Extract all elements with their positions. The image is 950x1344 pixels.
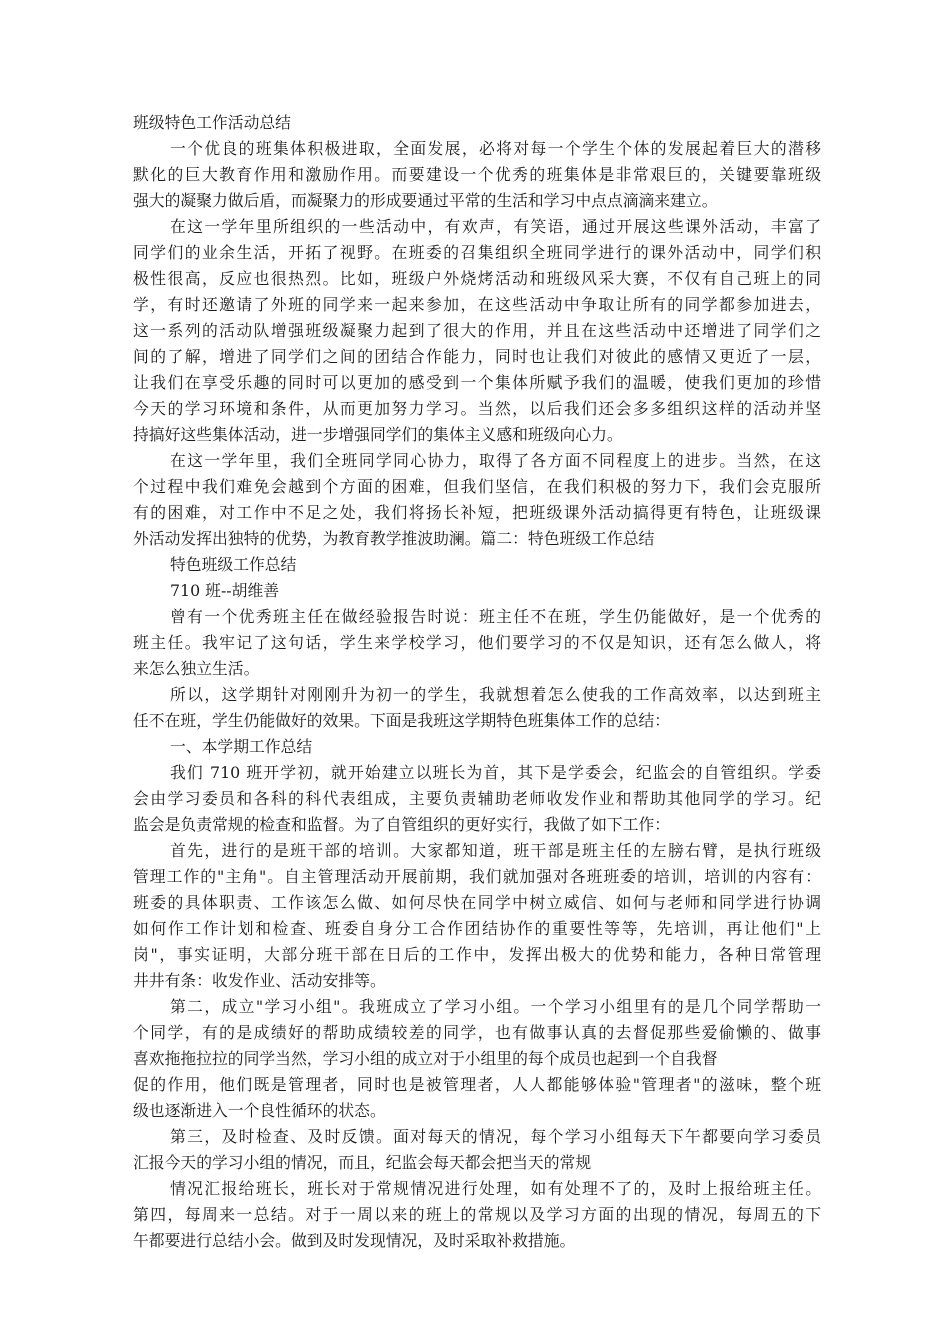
text-line: 促的作用，他们既是管理者，同时也是被管理者，人人都能够体验"管理者"的滋味，整个班: [133, 1075, 821, 1094]
text-line: 监会是负责常规的检查和监督。为了自管组织的更好实行，我做了如下工作：: [133, 815, 671, 834]
text-line: 井井有条：收发作业、活动安排等。: [133, 971, 386, 990]
text-line: 首先，进行的是班干部的培训。大家都知道，班干部是班主任的左膀右臂，是执行班级: [170, 841, 821, 860]
text-line: 午都要进行总结小会。做到及时发现情况，及时采取补救措施。: [133, 1231, 576, 1250]
text-line: 岗"，事实证明，大部分班干部在日后的工作中，发挥出极大的优势和能力，各种日常管理: [133, 945, 821, 964]
text-line: 曾有一个优秀班主任在做经验报告时说：班主任不在班，学生仍能做好，是一个优秀的: [170, 607, 821, 626]
text-line: 外活动发挥出独特的优势，为教育教学推波助澜。篇二：特色班级工作总结: [133, 529, 655, 548]
text-line: 如何作工作计划和检查、班委自身分工合作团结协作的重要性等等，先培训，再让他们"上: [133, 919, 821, 938]
text-line: 有的困难，对工作中不足之处，我们将扬长补短，把班级课外活动搞得更有特色，让班级课: [133, 503, 821, 522]
text-line: 第三，及时检查、及时反馈。面对每天的情况，每个学习小组每天下午都要向学习委员: [170, 1127, 821, 1146]
text-line: 来怎么独立生活。: [133, 659, 260, 678]
text-line: 强大的凝聚力做后盾，而凝聚力的形成要通过平常的生活和学习中点点滴滴来建立。: [133, 191, 718, 210]
text-line: 让我们在享受乐趣的同时可以更加的感受到一个集体所赋予我们的温暖，使我们更加的珍惜: [133, 373, 821, 392]
text-line: 710 班--胡维善: [170, 581, 280, 600]
text-line: 我们 710 班开学初，就开始建立以班长为首，其下是学委会，纪监会的自管组织。学委: [170, 763, 821, 782]
text-line: 默化的巨大教育作用和激励作用。而要建设一个优秀的班集体是非常艰巨的，关键要靠班级: [133, 165, 821, 184]
text-line: 个过程中我们难免会越到个方面的困难，但我们坚信，在我们积极的努力下，我们会克服所: [133, 477, 821, 496]
text-line: 这一系列的活动队增强班级凝聚力起到了很大的作用，并且在这些活动中还增进了同学们之: [133, 321, 821, 340]
text-line: 所以，这学期针对刚刚升为初一的学生，我就想着怎么使我的工作高效率，以达到班主: [170, 685, 821, 704]
text-line: 一个优良的班集体积极进取，全面发展，必将对每一个学生个体的发展起着巨大的潜移: [170, 139, 821, 158]
document-page: [133, 110, 821, 1254]
text-line: 任不在班，学生仍能做好的效果。下面是我班这学期特色班集体工作的总结：: [133, 711, 671, 730]
text-line: 管理工作的"主角"。自主管理活动开展前期，我们就加强对各班班委的培训，培训的内容有：: [133, 867, 821, 886]
text-line: 在这一学年里，我们全班同学同心协力，取得了各方面不同程度上的进步。当然，在这: [170, 451, 821, 470]
text-line: 同学们的业余生活，开拓了视野。在班委的召集组织全班同学进行的课外活动中，同学们积: [133, 243, 821, 262]
text-line: 学，有时还邀请了外班的同学来一起来参加，在这些活动中争取让所有的同学都参加进去，: [133, 295, 821, 314]
text-line: 班级特色工作活动总结: [133, 113, 291, 132]
text-line: 在这一学年里所组织的一些活动中，有欢声，有笑语，通过开展这些课外活动，丰富了: [170, 217, 821, 236]
text-line: 个同学，有的是成绩好的帮助成绩较差的同学，也有做事认真的去督促那些爱偷懒的、做事: [133, 1023, 821, 1042]
text-line: 第二，成立"学习小组"。我班成立了学习小组。一个学习小组里有的是几个同学帮助一: [170, 997, 821, 1016]
text-line: 喜欢拖拖拉拉的同学当然，学习小组的成立对于小组里的每个成员也起到一个自我督: [133, 1049, 718, 1068]
text-line: 特色班级工作总结: [170, 555, 297, 574]
text-line: 情况汇报给班长，班长对于常规情况进行处理，如有处理不了的，及时上报给班主任。: [170, 1179, 821, 1198]
text-line: 今天的学习环境和条件，从而更加努力学习。当然，以后我们还会多多组织这样的活动并坚: [133, 399, 821, 418]
text-line: 班主任。我牢记了这句话，学生来学校学习，他们要学习的不仅是知识，还有怎么做人，将: [133, 633, 821, 652]
text-line: 会由学习委员和各科的科代表组成，主要负责辅助老师收发作业和帮助其他同学的学习。纪: [133, 789, 821, 808]
text-line: 间的了解，增进了同学们之间的团结合作能力，同时也让我们对彼此的感情又更近了一层，: [133, 347, 821, 366]
text-line: 汇报今天的学习小组的情况，而且，纪监会每天都会把当天的常规: [133, 1153, 592, 1172]
text-line: 第四，每周来一总结。对于一周以来的班上的常规以及学习方面的出现的情况，每周五的下: [133, 1205, 821, 1224]
text-line: 级也逐渐进入一个良性循环的状态。: [133, 1101, 386, 1120]
text-line: 一、本学期工作总结: [170, 737, 313, 756]
text-line: 极性很高，反应也很热烈。比如，班级户外烧烤活动和班级风采大赛，不仅有自己班上的同: [133, 269, 821, 288]
text-line: 班委的具体职责、工作该怎么做、如何尽快在同学中树立威信、如何与老师和同学进行协调: [133, 893, 821, 912]
text-line: 持搞好这些集体活动，进一步增强同学们的集体主义感和班级向心力。: [133, 425, 623, 444]
